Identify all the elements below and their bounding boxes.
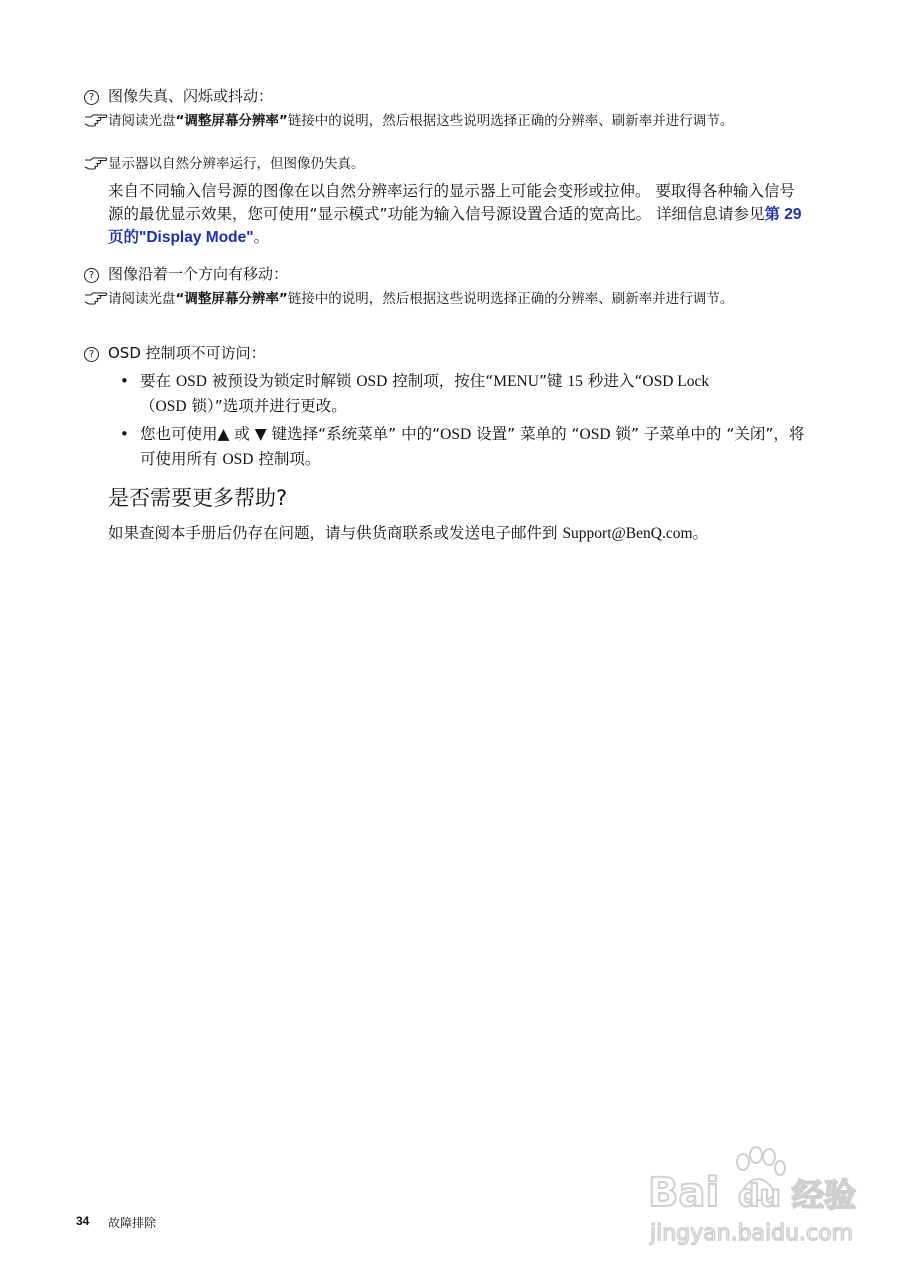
help-heading: 是否需要更多帮助? — [108, 486, 288, 510]
help-text — [108, 522, 708, 545]
text: 键选择“系统菜单” 中的“ — [266, 425, 441, 443]
text: MENU — [493, 373, 539, 390]
text: 控制项，按住“ — [387, 372, 494, 390]
watermark-brand: Bai — [648, 1170, 720, 1216]
text: OSD — [356, 373, 388, 390]
question-image-shift — [84, 264, 288, 284]
question-text: 图像失真、闪烁或抖动： — [108, 87, 274, 105]
bullet-icon: • — [120, 372, 129, 390]
text: 要在 — [140, 372, 176, 390]
down-arrow-icon: ▼ — [254, 425, 267, 443]
text: 15 — [567, 373, 583, 390]
baidu-jingyan-watermark — [640, 1140, 870, 1250]
cd-link-title: “调整屏幕分辨率” — [175, 291, 288, 307]
text: 设置” 菜单的 “ — [471, 425, 580, 443]
question-text: OSD 控制项不可访问： — [108, 344, 266, 362]
question-circle-icon: ? — [84, 90, 99, 105]
question-circle-icon: ? — [84, 268, 99, 283]
list-item — [120, 422, 810, 472]
text: OSD — [579, 426, 611, 443]
text: ”键 — [538, 372, 568, 390]
tip-read-cd-2 — [84, 290, 814, 308]
text: 锁” 子菜单中的 “关闭”，将可使用所有 — [140, 425, 805, 468]
text: 秒进入“ — [582, 372, 643, 390]
text: OSD — [440, 426, 472, 443]
pointing-hand-icon — [84, 113, 108, 127]
text: 您也可使用 — [140, 425, 218, 443]
aspect-ratio-paragraph — [108, 180, 808, 249]
bullet-icon: • — [120, 425, 129, 443]
tip-text-pre: 请阅读光盘 — [108, 291, 176, 307]
pointing-hand-icon — [84, 291, 108, 305]
watermark-cn: 经验 — [792, 1176, 857, 1214]
question-circle-icon: ? — [84, 347, 99, 362]
text: 锁）”选项并进行更改。 — [186, 397, 347, 415]
tip-native-resolution — [84, 155, 814, 173]
text: OSD — [155, 398, 187, 415]
tip-read-cd — [84, 112, 814, 130]
watermark-url: jingyan.baidu.com — [650, 1221, 854, 1246]
tip-text: 显示器以自然分辨率运行，但图像仍失真。 — [108, 156, 365, 172]
text: （ — [140, 397, 156, 415]
cd-link-title: “调整屏幕分辨率” — [175, 113, 288, 129]
list-item — [120, 369, 810, 419]
text: 或 — [229, 425, 255, 443]
tip-text-post: 链接中的说明，然后根据这些说明选择正确的分辨率、刷新率并进行调节。 — [287, 113, 734, 129]
support-email-link[interactable]: Support@BenQ.com — [562, 525, 693, 542]
question-distortion — [84, 86, 273, 106]
text: OSD — [222, 451, 254, 468]
watermark-brand-2: du — [738, 1179, 781, 1214]
tip-text-pre: 请阅读光盘 — [108, 113, 176, 129]
section-name: 故障排除 — [108, 1216, 157, 1230]
paragraph-text: 来自不同输入信号源的图像在以自然分辨率运行的显示器上可能会变形或拉伸。 要取得各种输入信号源的最优显示效果，您可使用“显示模式”功能为输入信号源设置合适的宽高比。 详细信息请参见 — [108, 182, 795, 223]
question-osd-locked — [84, 343, 266, 363]
up-arrow-icon: ▲ — [217, 425, 230, 443]
page-number: 34 — [76, 1214, 90, 1228]
pointing-hand-icon — [84, 156, 108, 170]
question-text: 图像沿着一个方向有移动： — [108, 265, 289, 283]
text: OSD Lock — [642, 373, 710, 390]
text: 。 — [692, 524, 709, 542]
text: OSD — [175, 373, 207, 390]
paragraph-end: 。 — [253, 228, 270, 246]
tip-text-post: 链接中的说明，然后根据这些说明选择正确的分辨率、刷新率并进行调节。 — [287, 291, 734, 307]
text: 如果查阅本手册后仍存在问题，请与供货商联系或发送电子邮件到 — [108, 524, 563, 542]
text: 被预设为锁定时解锁 — [206, 372, 357, 390]
display-mode-link[interactable]: 第 29 页的"Display Mode" — [108, 206, 802, 246]
text: 控制项。 — [253, 450, 321, 468]
